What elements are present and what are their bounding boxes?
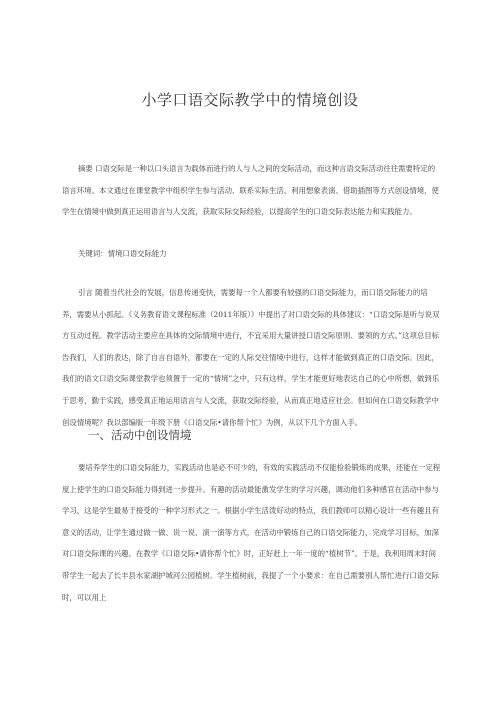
keywords-paragraph — [62, 243, 442, 265]
abstract-paragraph — [62, 158, 442, 223]
abstract-text: 摘要 口语交际是一种以口头语言为载体而进行的人与人之间的交际活动，而这种言语交际活动往往需要特定的语言环境。本文通过在课堂教学中组织学生参与活动、联系实际生活、利用想象表演、借助插图等方式创设情境，使学生在情境中做到真正运用语言与人交流，获取实际交际经验，以提高学生的口语交际表达能力和实践能力。 — [62, 164, 439, 217]
document-title: 小学口语交际教学中的情境创设 — [141, 91, 359, 109]
section-body-text: 要培养学生的口语交际能力，实践活动也是必不可少的，有效的实践活动不仅能检验锻炼的成果，还能在一定程度上使学生的口语交际能力得到进一步提升。有趣的活动最能激发学生的学习兴趣，调动他们多种感官在活动中参与学习，这是学生最易于接受的一种学习形式之一。根据小学生活泼好动的特点，我们教师可以精心设计一些有趣且有意义的活动，让学生通过做一做、说一说、演一演等方式，在活动中锻炼自己的口语交际能力，完成学习目标，加深对口语交际课的兴趣。在教学《口语交际•请你帮个忙》时，正好赶上一年一度的“植树节”。于是，我利用周末时间带学生一起去了长丰县水家湖护城河公园植树。学生植树前，我提了一个小要求：在自己需要别人帮忙进行口语交际时，可以用上 — [62, 463, 441, 602]
section-heading: 一、活动中创设情境 — [88, 428, 192, 442]
intro-paragraph — [62, 282, 442, 433]
section-body-paragraph — [62, 457, 442, 608]
intro-text: 引言 随着当代社会的发展，信息传递变快，需要每一个人都要有较强的口语交际能力，而口语交际能力的培养，需要从小抓起。《义务教育语文课程标准（2011年版）》中提出了对口语交际的具体建议：“口语交际是听与说双方互动过程。教学活动主要应在具体的交际情境中进行，不宜采用大量讲授口语交际原则、要领的方式。”这项总目标告我们，人们的表达，除了自言自语外，都要在一定的人际交往情境中进行，这样才能做到真正的口语交际。因此，我们的语文口语交际课堂教学也须置于一定的“情境”之中，只有这样，学生才能更好地表达自己的心中所想，做到乐于思考，勤于实践，感受真正地运用语言与人交流，获取交际经验，从而真正地适应社会。但如何在口语交际教学中创设情境呢？我以部编版一年级下册《口语交际•请你帮个忙》为例，从以下几个方面入手。 — [62, 288, 440, 427]
keywords-text: 关键词：情境口语交际能力 — [78, 249, 167, 258]
